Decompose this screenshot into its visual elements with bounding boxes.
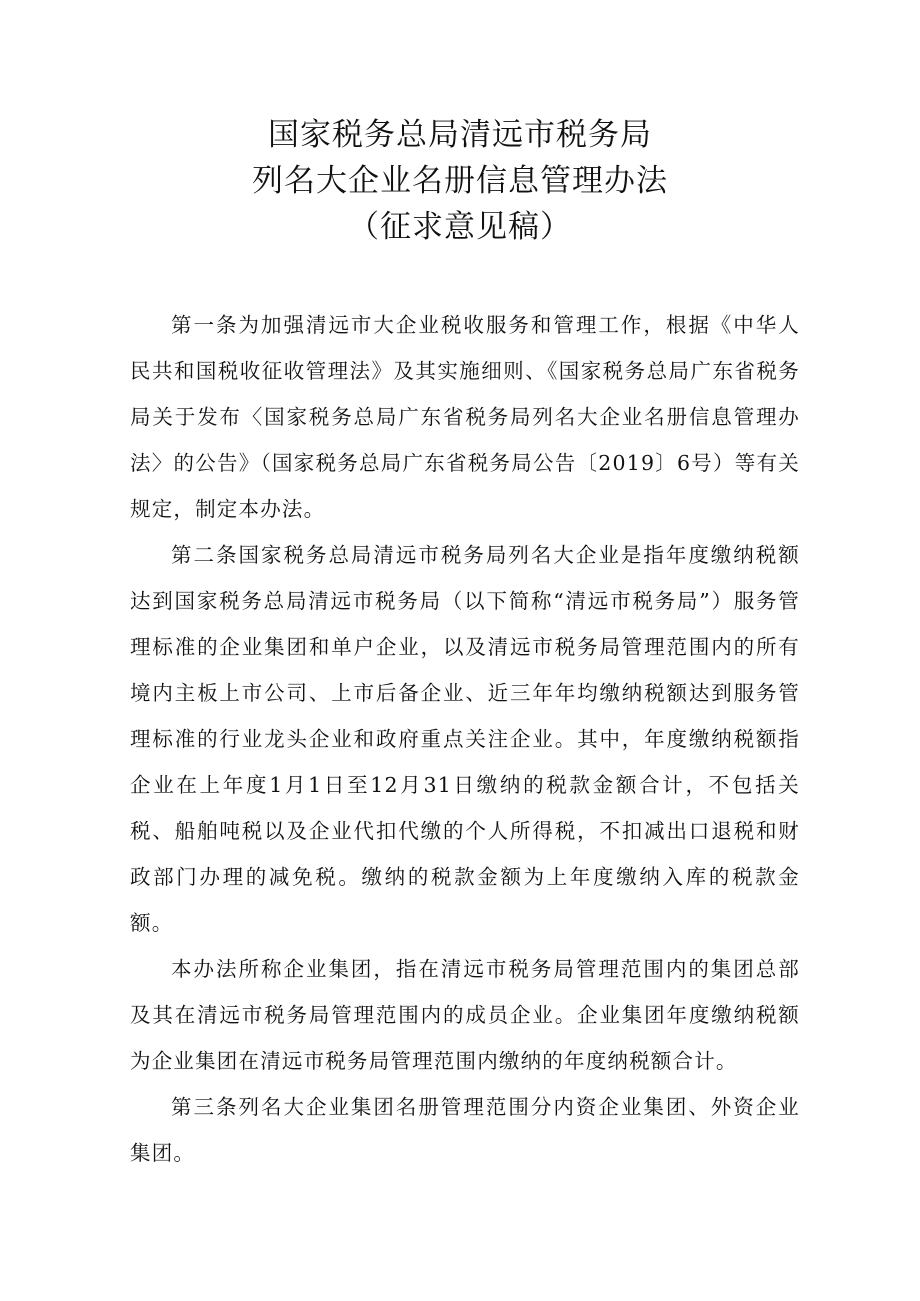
document-body [130, 302, 800, 1176]
title-line-2: 列名大企业名册信息管理办法 [252, 163, 668, 199]
title-line-1: 国家税务总局清远市税务局 [268, 117, 652, 153]
article-2-paragraph: 第二条国家税务总局清远市税务局列名大企业是指年度缴纳税额达到国家税务总局清远市税务局（以下简称“清远市税务局”）服务管理标准的企业集团和单户企业，以及清远市税务局管理范围内的所有境内主板上市公司、上市后备企业、近三年年均缴纳税额达到服务管理标准的行业龙头企业和政府重点关注企业。其中，年度缴纳税额指企业在上年度1月1日至12月31日缴纳的税款金额合计，不包括关税、船舶吨税以及企业代扣代缴的个人所得税，不扣减出口退税和财政部门办理的减免税。缴纳的税款金额为上年度缴纳入库的税款金额。 [130, 543, 800, 935]
title-line-3: （征求意见稿） [348, 209, 572, 245]
enterprise-group-definition-paragraph: 本办法所称企业集团，指在清远市税务局管理范围内的集团总部及其在清远市税务局管理范围内的成员企业。企业集团年度缴纳税额为企业集团在清远市税务局管理范围内缴纳的年度纳税额合计。 [130, 957, 800, 1073]
document-title [0, 112, 920, 250]
article-1-paragraph: 第一条为加强清远市大企业税收服务和管理工作，根据《中华人民共和国税收征收管理法》及其实施细则、《国家税务总局广东省税务局关于发布〈国家税务总局广东省税务局列名大企业名册信息管理办法〉的公告》（国家税务总局广东省税务局公告〔2019〕6号）等有关规定，制定本办法。 [130, 313, 800, 521]
article-3-paragraph: 第三条列名大企业集团名册管理范围分内资企业集团、外资企业集团。 [130, 1095, 800, 1165]
